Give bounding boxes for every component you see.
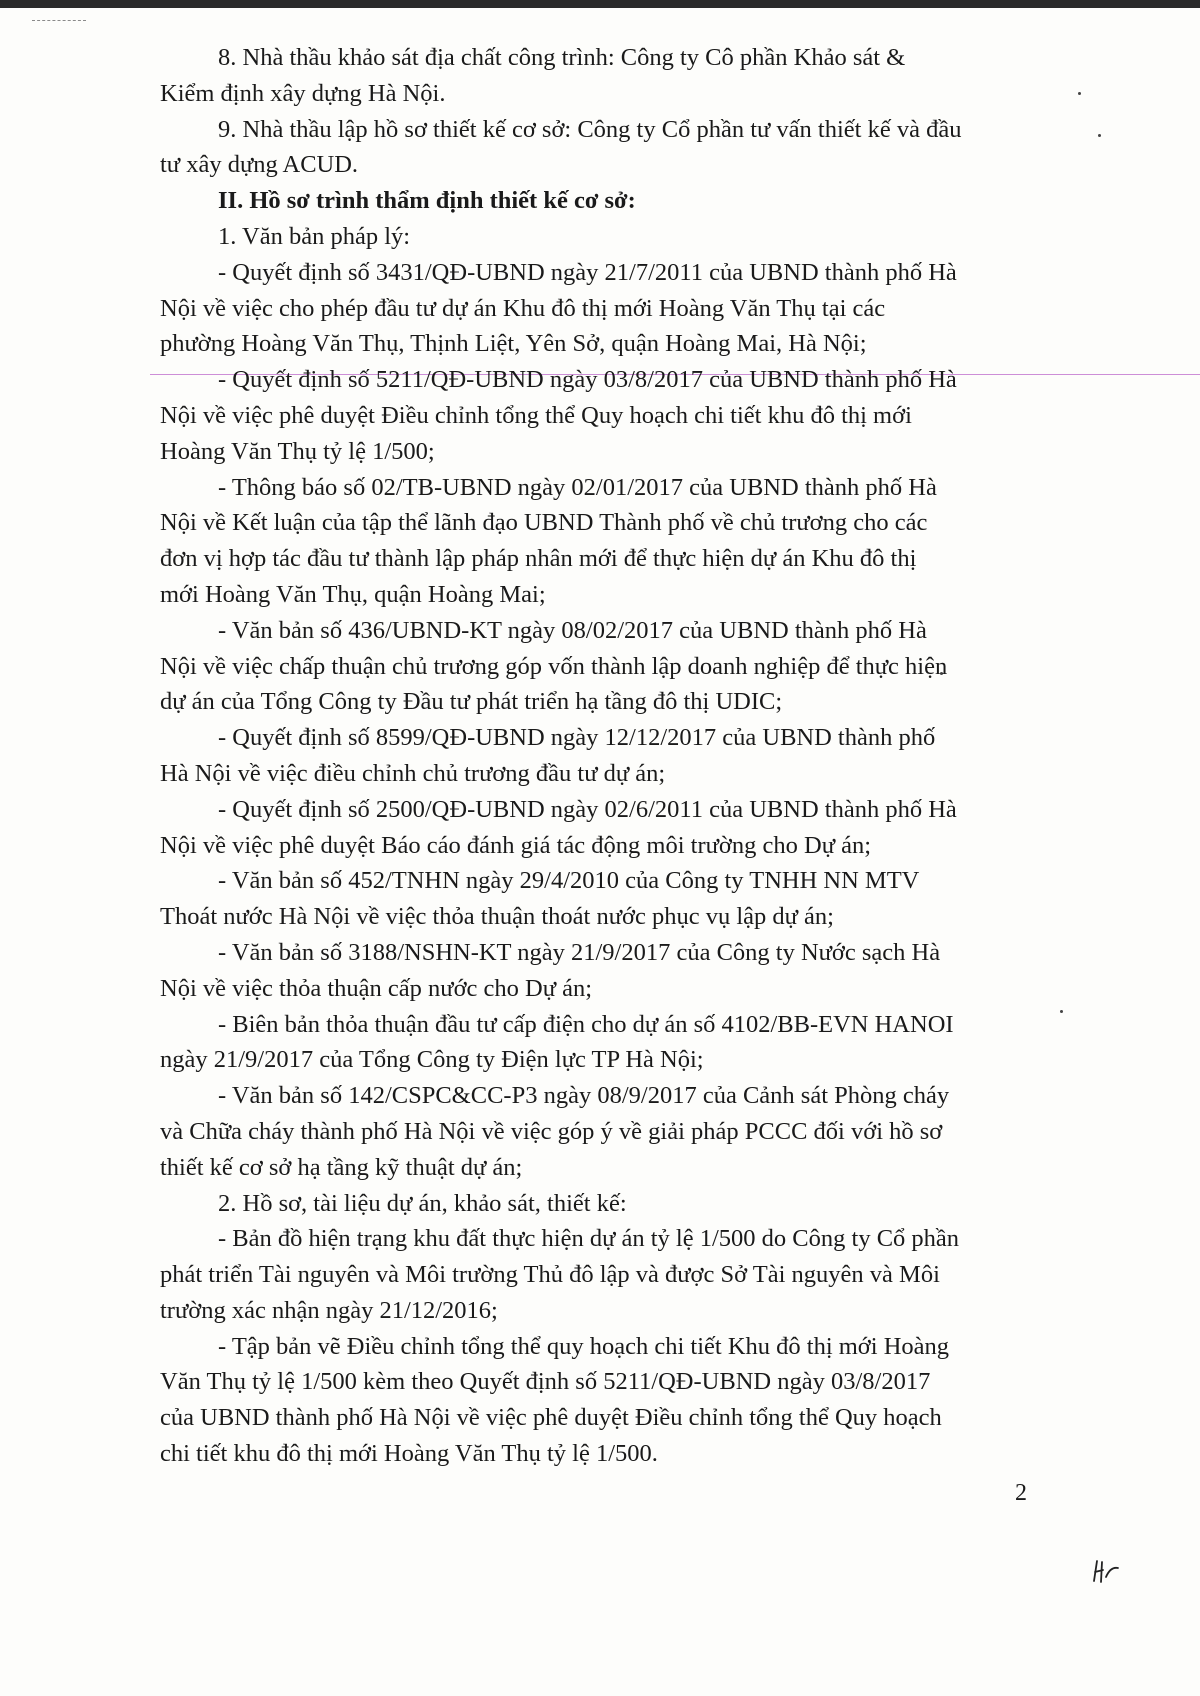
page-number: 2 — [1015, 1480, 1027, 1506]
document-line: - Văn bản số 142/CSPC&CC-P3 ngày 08/9/2017 của Cảnh sát Phòng cháy — [218, 1082, 950, 1110]
document-line: Nội về việc chấp thuận chủ trương góp vốn thành lập doanh nghiệp để thực hiện — [160, 652, 948, 680]
document-line: trường xác nhận ngày 21/12/2016; — [160, 1296, 498, 1324]
handwritten-initials-mark — [1088, 1555, 1124, 1585]
document-line: dự án của Tổng Công ty Đầu tư phát triển hạ tầng đô thị UDIC; — [160, 688, 783, 716]
document-line: thiết kế cơ sở hạ tầng kỹ thuật dự án; — [160, 1153, 523, 1181]
scan-top-edge — [0, 0, 1200, 8]
document-line: - Bản đồ hiện trạng khu đất thực hiện dự án tỷ lệ 1/500 do Công ty Cổ phần — [218, 1225, 960, 1253]
document-line: Nội về việc phê duyệt Điều chỉnh tổng thể Quy hoạch chi tiết khu đô thị mới — [160, 401, 912, 429]
document-line: Hoàng Văn Thụ tỷ lệ 1/500; — [160, 437, 435, 465]
document-line: Nội về Kết luận của tập thể lãnh đạo UBND Thành phố về chủ trương cho các — [160, 509, 928, 537]
document-line: phát triển Tài nguyên và Môi trường Thủ đô lập và được Sở Tài nguyên và Môi — [160, 1261, 940, 1289]
document-line: đơn vị hợp tác đầu tư thành lập pháp nhân mới để thực hiện dự án Khu đô thị — [160, 545, 917, 573]
document-line: phường Hoàng Văn Thụ, Thịnh Liệt, Yên Sở, quận Hoàng Mai, Hà Nội; — [160, 330, 867, 358]
document-line: 2. Hồ sơ, tài liệu dự án, khảo sát, thiết kế: — [218, 1189, 627, 1217]
document-line: 1. Văn bản pháp lý: — [218, 222, 411, 250]
document-line: - Quyết định số 5211/QĐ-UBND ngày 03/8/2017 của UBND thành phố Hà — [218, 366, 957, 394]
document-body — [160, 40, 1020, 1472]
document-line: Nội về việc phê duyệt Báo cáo đánh giá tác động môi trường cho Dự án; — [160, 831, 872, 859]
document-line: Kiểm định xây dựng Hà Nội. — [160, 79, 446, 107]
document-line: 9. Nhà thầu lập hồ sơ thiết kế cơ sở: Công ty Cổ phần tư vấn thiết kế và đầu — [218, 115, 962, 143]
document-line: - Biên bản thỏa thuận đầu tư cấp điện cho dự án số 4102/BB-EVN HANOI — [218, 1010, 954, 1038]
scan-dash-mark — [32, 20, 86, 21]
document-line: - Văn bản số 3188/NSHN-KT ngày 21/9/2017 của Công ty Nước sạch Hà — [218, 938, 941, 966]
scan-speck — [1060, 1010, 1063, 1013]
scan-speck — [1098, 134, 1101, 137]
document-line: mới Hoàng Văn Thụ, quận Hoàng Mai; — [160, 580, 546, 608]
document-line: Hà Nội về việc điều chỉnh chủ trương đầu tư dự án; — [160, 759, 666, 787]
document-line: - Tập bản vẽ Điều chỉnh tổng thể quy hoạch chi tiết Khu đô thị mới Hoàng — [218, 1332, 950, 1360]
document-line: 8. Nhà thầu khảo sát địa chất công trình: Công ty Cô phần Khảo sát & — [218, 44, 906, 71]
document-line: - Văn bản số 452/TNHN ngày 29/4/2010 của Công ty TNHH NN MTV — [218, 867, 920, 895]
document-line: và Chữa cháy thành phố Hà Nội về việc góp ý về giải pháp PCCC đối với hồ sơ — [160, 1117, 943, 1145]
document-line: của UBND thành phố Hà Nội về việc phê duyệt Điều chỉnh tổng thể Quy hoạch — [160, 1404, 942, 1432]
scan-speck — [1078, 92, 1081, 95]
document-line: Văn Thụ tỷ lệ 1/500 kèm theo Quyết định số 5211/QĐ-UBND ngày 03/8/2017 — [160, 1368, 931, 1396]
document-line: chi tiết khu đô thị mới Hoàng Văn Thụ tỷ lệ 1/500. — [160, 1440, 658, 1468]
document-line: - Quyết định số 8599/QĐ-UBND ngày 12/12/2017 của UBND thành phố — [218, 724, 936, 752]
section-heading: II. Hồ sơ trình thẩm định thiết kế cơ sở: — [218, 187, 636, 215]
document-line: Nội về việc thỏa thuận cấp nước cho Dự án; — [160, 974, 593, 1002]
document-line: tư xây dựng ACUD. — [160, 151, 359, 179]
document-line: ngày 21/9/2017 của Tổng Công ty Điện lực TP Hà Nội; — [160, 1046, 704, 1074]
document-line: - Quyết định số 2500/QĐ-UBND ngày 02/6/2011 của UBND thành phố Hà — [218, 795, 957, 823]
document-line: - Thông báo số 02/TB-UBND ngày 02/01/2017 của UBND thành phố Hà — [218, 473, 937, 501]
document-line: Thoát nước Hà Nội về việc thỏa thuận thoát nước phục vụ lập dự án; — [160, 903, 834, 931]
document-line: - Văn bản số 436/UBND-KT ngày 08/02/2017 của UBND thành phố Hà — [218, 616, 927, 644]
document-line: Nội về việc cho phép đầu tư dự án Khu đô thị mới Hoàng Văn Thụ tại các — [160, 294, 886, 322]
document-line: - Quyết định số 3431/QĐ-UBND ngày 21/7/2011 của UBND thành phố Hà — [218, 258, 957, 286]
